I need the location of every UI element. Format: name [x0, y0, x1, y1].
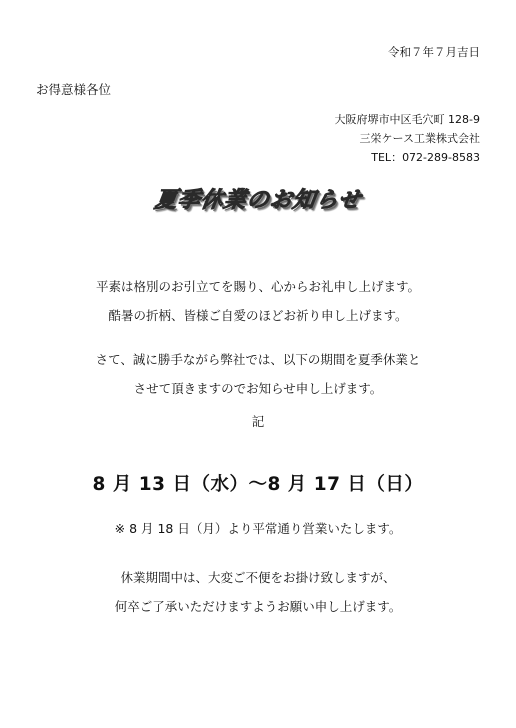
- notice-title: 夏季休業のお知らせ: [152, 188, 363, 213]
- sender-block: [335, 110, 480, 167]
- holiday-period: 8 月 13 日（水）～8 月 17 日（日）: [92, 474, 424, 495]
- announcement-line-2: させて頂きますのでお知らせ申し上げます。: [133, 381, 383, 396]
- recipient-line: お得意様各位: [36, 82, 112, 97]
- issue-date: 令和７年７月吉日: [388, 45, 480, 59]
- sender-address: 大阪府堺市中区毛穴町 128-9: [334, 113, 480, 126]
- announcement-line-1: さて、誠に勝手ながら弊社では、以下の期間を夏季休業と: [95, 352, 421, 367]
- resume-note: ※ 8 月 18 日（月）より平常通り営業いたします。: [114, 521, 402, 536]
- ki-marker: 記: [251, 414, 265, 429]
- closing-paragraph: [0, 563, 516, 621]
- greeting-paragraph: [0, 272, 516, 330]
- closing-line-1: 休業期間中は、大変ご不便をお掛け致しますが、: [120, 570, 396, 585]
- sender-tel: TEL：072-289-8583: [371, 151, 480, 164]
- greeting-line-2: 酷暑の折柄、皆様ご自愛のほどお祈り申し上げます。: [108, 308, 408, 323]
- greeting-line-1: 平素は格別のお引立てを賜り、心からお礼申し上げます。: [95, 279, 420, 294]
- closing-line-2: 何卒ご了承いただけますようお願い申し上げます。: [114, 599, 402, 614]
- notice-title-block: [0, 183, 516, 214]
- announcement-paragraph: [0, 345, 516, 403]
- sender-company: 三栄ケース工業株式会社: [359, 132, 480, 145]
